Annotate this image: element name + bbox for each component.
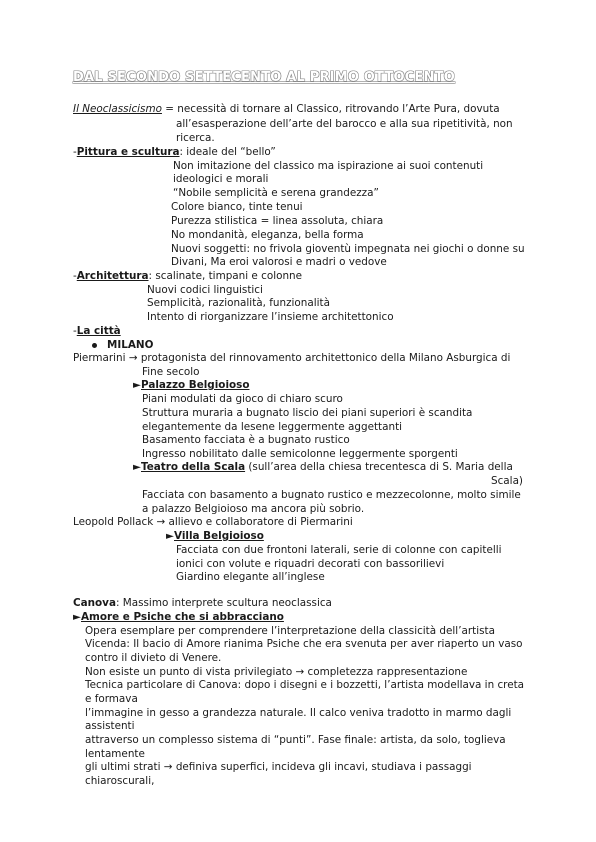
canova-intro: : Massimo interprete scultura neoclassica	[115, 597, 332, 609]
scala-line: Facciata con basamento a bugnato rustico e mezzecolonne, molto simile	[142, 489, 521, 501]
villa-heading	[166, 530, 264, 543]
canova-line: Tecnica particolare di Canova: dopo i disegni e i bozzetti, l’artista modellava in creta	[85, 679, 525, 691]
canova-label: Canova	[73, 597, 116, 609]
canova-line: contro il divieto di Venere.	[85, 652, 222, 664]
canova-line: attraverso un complesso sistema di “punti”. Fase finale: artista, da solo, toglieva	[85, 734, 506, 746]
belgioioso-line: Struttura muraria a bugnato liscio dei piani superiori è scandita	[142, 407, 473, 419]
pittura-prefix: -	[73, 146, 77, 158]
pittura-line: ideologici e morali	[173, 173, 269, 185]
canova-line: gli ultimi strati → definiva superfici, incideva gli incavi, studiava i passaggi	[85, 761, 472, 773]
pittura-line: No mondanità, eleganza, bella forma	[171, 229, 364, 241]
pittura-line: Colore bianco, tinte tenui	[171, 201, 303, 213]
canova-line: Opera esemplare per comprendere l’interpretazione della classicità dell’artista	[85, 625, 495, 637]
pittura-heading-line	[73, 146, 276, 159]
milano-label: MILANO	[107, 339, 154, 351]
canova-line: assistenti	[85, 720, 135, 732]
villa-label: Villa Belgioioso	[174, 530, 264, 542]
canova-opera-label: Amore e Psiche che si abbracciano	[81, 611, 284, 623]
arrow-right-icon: ►	[73, 611, 81, 623]
architettura-heading-line	[73, 270, 302, 283]
neoclassicismo-line-1	[73, 103, 500, 116]
arrow-right-icon: ►	[133, 379, 141, 391]
canova-line: e formava	[85, 693, 138, 705]
pittura-line: Nuovi soggetti: no frivola gioventù impegnata nei giochi o donne su	[171, 243, 525, 255]
pittura-intro: : ideale del “bello”	[179, 146, 276, 158]
arrow-right-icon: ►	[166, 530, 174, 542]
villa-line: Facciata con due frontoni laterali, serie di colonne con capitelli	[176, 544, 502, 556]
scala-suffix: (sull’area della chiesa trecentesca di S. Maria della	[245, 461, 513, 473]
scala-suffix-2: Scala)	[491, 475, 523, 487]
architettura-line: Intento di riorganizzare l’insieme architettonico	[147, 311, 394, 323]
pittura-line: Divani, Ma eroi valorosi e madri o vedove	[171, 256, 387, 268]
canova-line: lentamente	[85, 748, 145, 760]
belgioioso-line: Ingresso nobilitato dalle semicolonne leggermente sporgenti	[142, 448, 458, 460]
canova-line: chiaroscurali,	[85, 775, 155, 787]
scala-line: a palazzo Belgioioso ma ancora più sobrio.	[142, 503, 365, 515]
piermarini-line-1: Piermarini → protagonista del rinnovamento architettonico della Milano Asburgica di	[73, 352, 511, 364]
canova-opera-heading	[73, 611, 284, 624]
belgioioso-line: Basamento facciata è a bugnato rustico	[142, 434, 350, 446]
pittura-label: Pittura e scultura	[76, 146, 180, 158]
neoclassicismo-def: = necessità di tornare al Classico, ritrovando l’Arte Pura, dovuta	[161, 103, 500, 115]
neoclassicismo-line-3: ricerca.	[176, 132, 215, 144]
villa-line: Giardino elegante all’inglese	[176, 571, 325, 583]
arrow-right-icon: ►	[133, 461, 141, 473]
architettura-line: Nuovi codici linguistici	[147, 284, 263, 296]
pittura-line: Non imitazione del classico ma ispirazione ai suoi contenuti	[173, 160, 484, 172]
belgioioso-line: elegantemente da lesene leggermente aggettanti	[142, 421, 403, 433]
architettura-prefix: -	[73, 270, 77, 282]
milano-bullet	[92, 339, 153, 352]
piermarini-line-2: Fine secolo	[142, 366, 200, 378]
canova-line: Non esiste un punto di vista privilegiato → completezza rappresentazione	[85, 666, 468, 678]
neoclassicismo-line-2: all’esasperazione dell’arte del barocco e alla sua ripetitività, non	[176, 118, 513, 130]
canova-heading-line	[73, 597, 332, 610]
belgioioso-label: Palazzo Belgioioso	[141, 379, 250, 391]
citta-heading-line	[73, 325, 121, 338]
villa-line: ionici con volute e riquadri decorati con bassorilievi	[176, 558, 445, 570]
architettura-line: Semplicità, razionalità, funzionalità	[147, 297, 330, 309]
neoclassicismo-label: Il Neoclassicismo	[73, 103, 162, 115]
page-title: DAL SECONDO SETTECENTO AL PRIMO OTTOCENTO	[73, 70, 455, 85]
citta-label: La città	[76, 325, 121, 337]
scala-label: Teatro della Scala	[141, 461, 246, 473]
pittura-line: Purezza stilistica = linea assoluta, chiara	[171, 215, 384, 227]
canova-line: Vicenda: Il bacio di Amore rianima Psiche che era svenuta per aver riaperto un vaso	[85, 638, 523, 650]
architettura-label: Architettura	[76, 270, 149, 282]
belgioioso-heading	[133, 379, 249, 392]
citta-prefix: -	[73, 325, 77, 337]
canova-line: l’immagine in gesso a grandezza naturale. Il calco veniva tradotto in marmo dagli	[85, 707, 512, 719]
scala-heading	[133, 461, 513, 474]
pollack-line: Leopold Pollack → allievo e collaboratore di Piermarini	[73, 516, 353, 528]
bullet-icon	[92, 343, 97, 348]
architettura-intro: : scalinate, timpani e colonne	[148, 270, 303, 282]
belgioioso-line: Piani modulati da gioco di chiaro scuro	[142, 393, 343, 405]
pittura-line: “Nobile semplicità e serena grandezza”	[173, 187, 379, 199]
